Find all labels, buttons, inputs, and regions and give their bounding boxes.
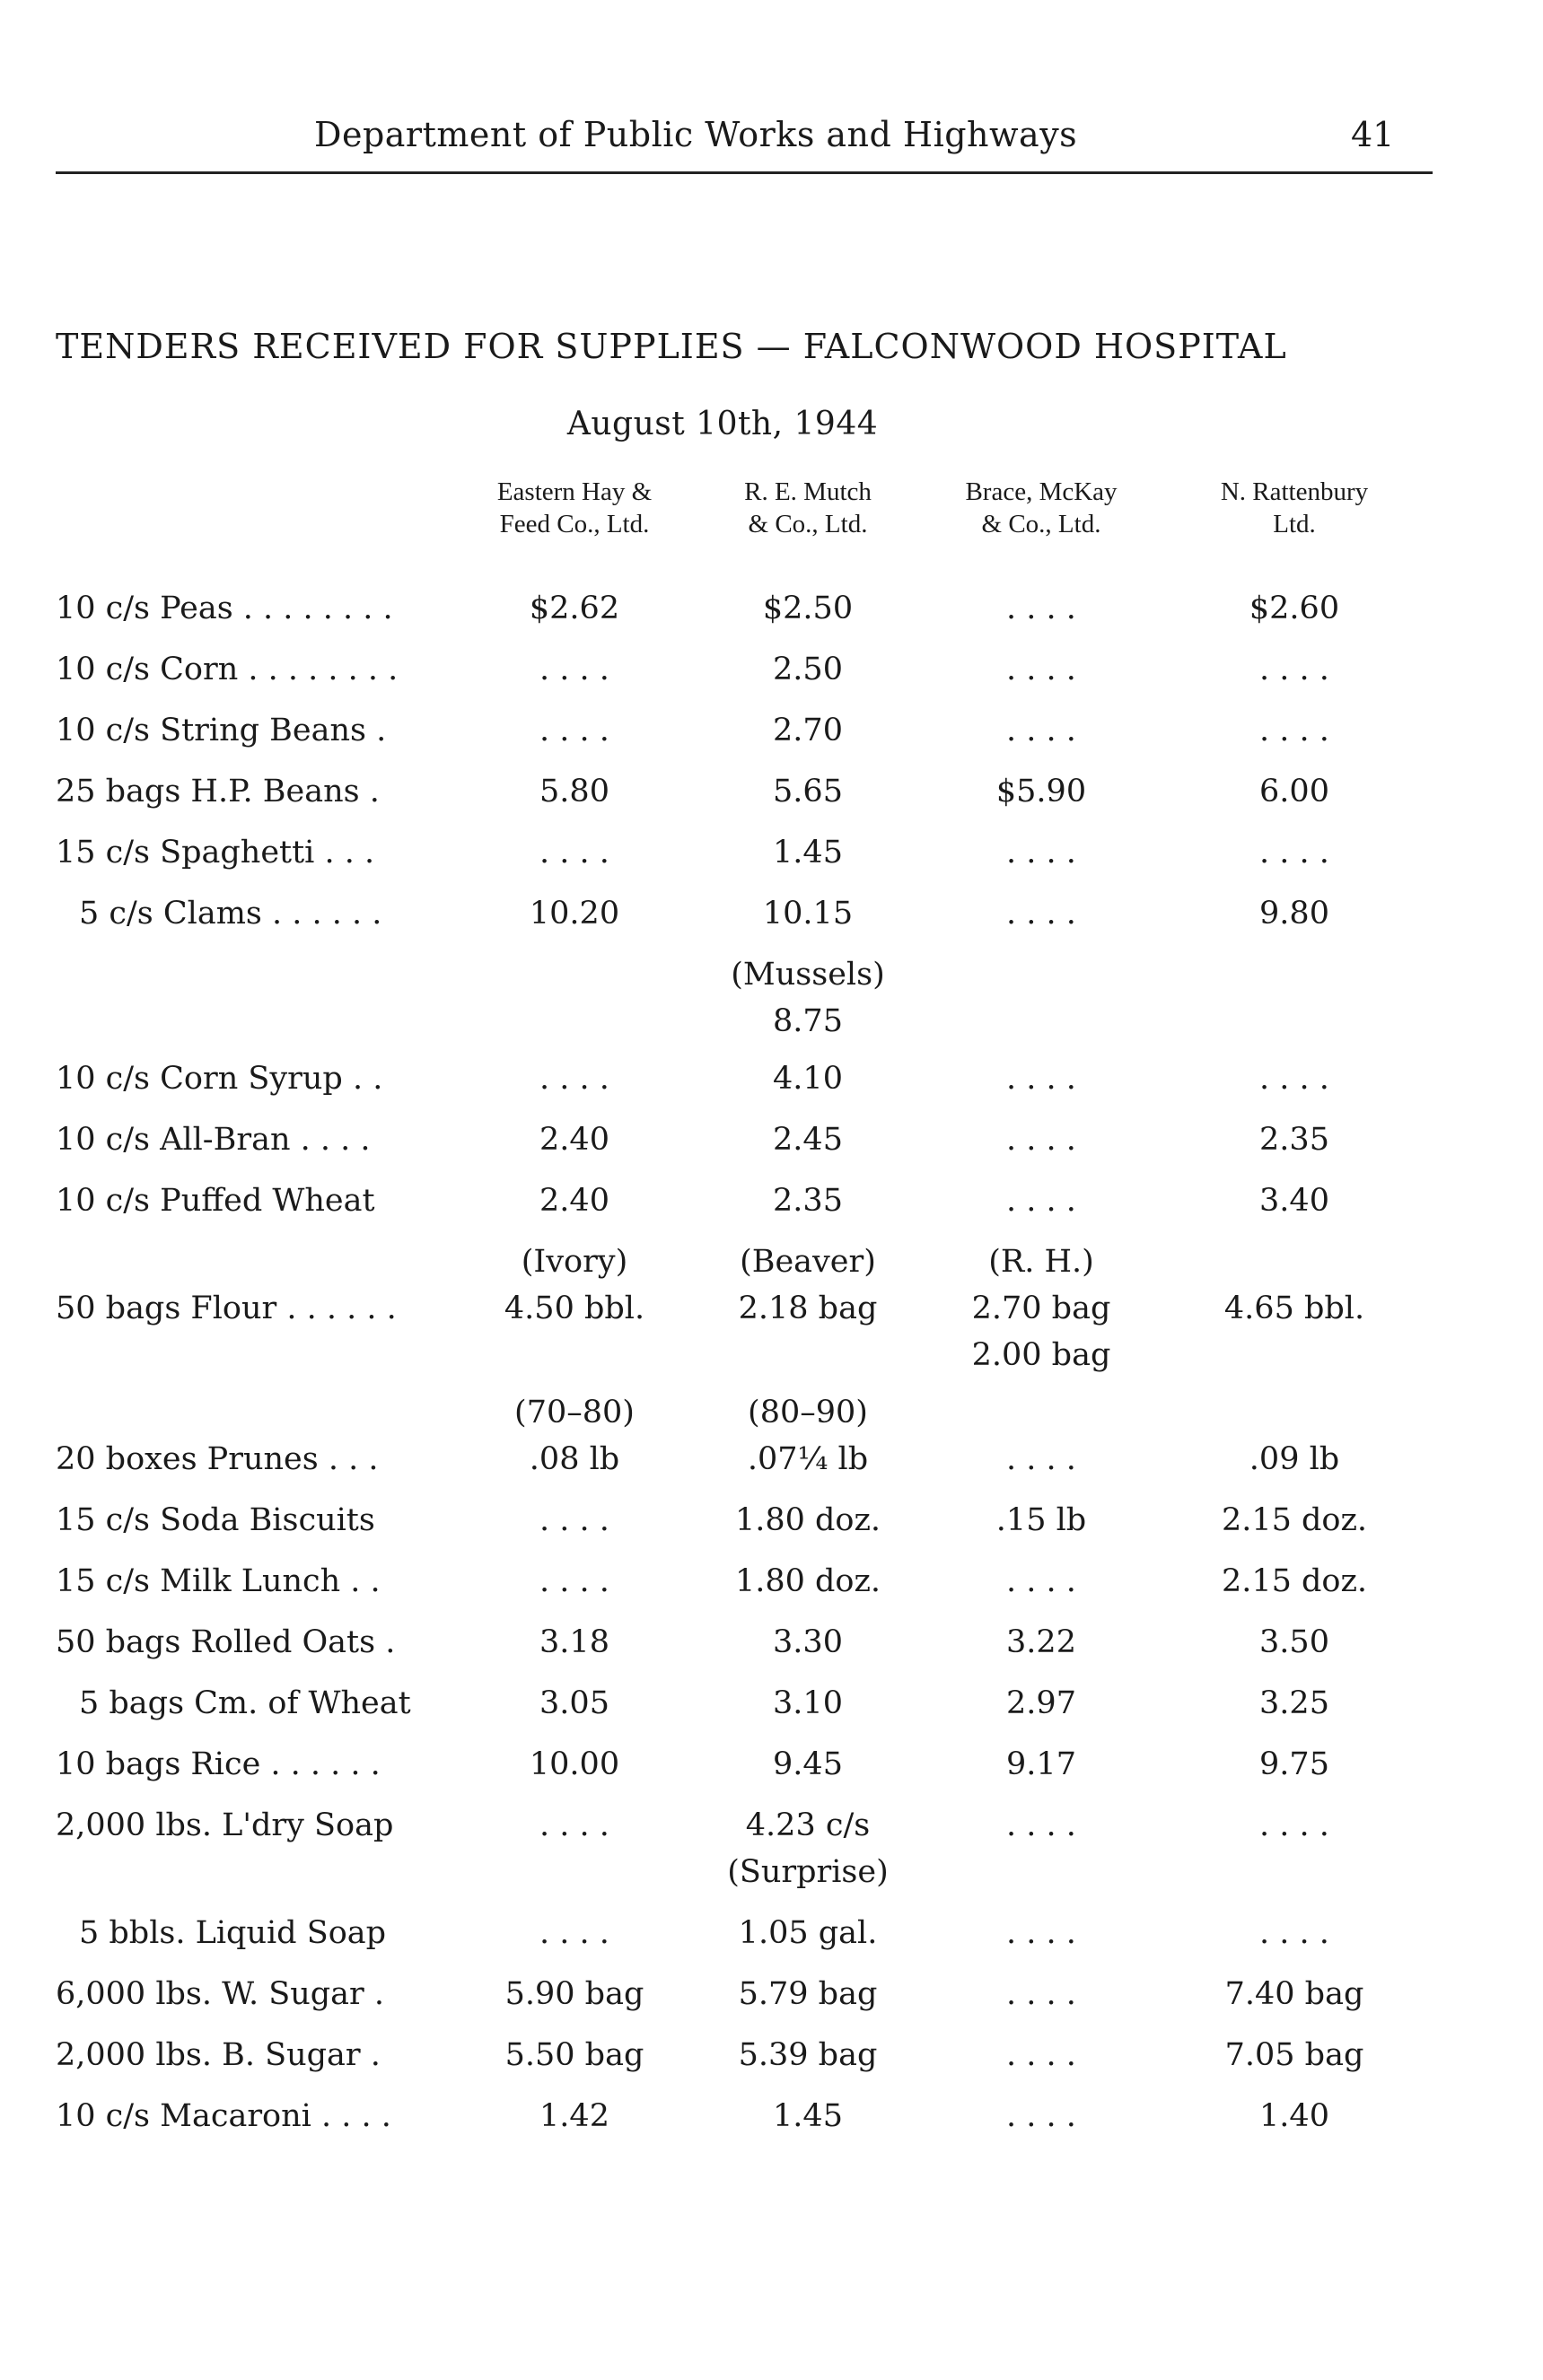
tender-price-c4: 3.50 <box>1259 1624 1329 1660</box>
tender-price-c1: 5.90 bag <box>504 1976 644 2012</box>
tender-price-c4: . . . . <box>1259 1807 1329 1843</box>
tender-price-c3: . . . . <box>1006 713 1076 748</box>
tender-price-c1: $2.62 <box>529 591 620 626</box>
tender-price-c3: . . . . <box>1006 1183 1076 1219</box>
item-description: 5 bags Cm. of Wheat <box>79 1685 411 1721</box>
tender-price-c1: 2.40 <box>539 1122 609 1158</box>
tender-price-c3: . . . . <box>1006 1122 1076 1158</box>
tender-price-c4: . . . . <box>1259 652 1329 687</box>
item-description: 10 c/s Puffed Wheat <box>56 1183 375 1219</box>
tender-price-c1: . . . . <box>539 835 609 871</box>
tender-price-c4: 7.05 bag <box>1224 2037 1364 2073</box>
tender-price-c2: 5.65 <box>773 774 843 809</box>
item-description: 2,000 lbs. B. Sugar . <box>56 2037 381 2073</box>
tender-price-c3 <box>898 1842 1185 1903</box>
item-description: 2,000 lbs. L'dry Soap <box>56 1807 394 1843</box>
item-description: 15 c/s Soda Biscuits <box>56 1502 375 1538</box>
tender-price-c2: (80–90) <box>748 1395 868 1431</box>
tender-price-c1: . . . . <box>539 1807 609 1843</box>
tender-price-c2: 2.50 <box>773 652 843 687</box>
tender-price-c1: 5.50 bag <box>504 2037 644 2073</box>
tender-price-c2: 10.15 <box>762 896 854 932</box>
page-number: 41 <box>1351 115 1395 154</box>
tender-price-c4: . . . . <box>1259 1061 1329 1097</box>
item-description: 10 bags Rice . . . . . . <box>56 1746 381 1782</box>
tender-price-c4 <box>1151 1325 1438 1386</box>
tender-price-c3: . . . . <box>1006 591 1076 626</box>
vendor-name-line: & Co., Ltd. <box>981 510 1101 538</box>
tender-price-c4: 9.80 <box>1259 896 1329 932</box>
item-description: 25 bags H.P. Beans . <box>56 774 380 809</box>
vendor-name-line: R. E. Mutch <box>744 477 872 506</box>
tender-price-c4: 1.40 <box>1259 2098 1329 2134</box>
tender-price-c4: 2.15 doz. <box>1221 1502 1368 1538</box>
tender-price-c2: $2.50 <box>762 591 854 626</box>
tender-price-c1: .08 lb <box>529 1441 620 1477</box>
item-description: 10 c/s Corn Syrup . . <box>56 1061 383 1097</box>
tender-price-c1: . . . . <box>539 652 609 687</box>
tender-price-c2: 3.30 <box>773 1624 843 1660</box>
tender-price-c1: 3.05 <box>539 1685 609 1721</box>
tender-price-c4: . . . . <box>1259 835 1329 871</box>
tender-price-c2: 1.80 doz. <box>734 1563 881 1599</box>
tender-price-c1: (Ivory) <box>521 1244 628 1280</box>
tender-price-c2: .07¼ lb <box>747 1441 869 1477</box>
vendor-name-line: N. Rattenbury <box>1220 477 1369 506</box>
item-description: 10 c/s All-Bran . . . . <box>56 1122 371 1158</box>
tender-price-c1: 10.00 <box>529 1746 620 1782</box>
tender-price-c1: 5.80 <box>539 774 609 809</box>
vendor-name-line: Feed Co., Ltd. <box>499 510 650 538</box>
tender-price-c2: 2.45 <box>773 1122 843 1158</box>
tender-price-c2: 2.35 <box>773 1183 843 1219</box>
tender-price-c2: 1.80 doz. <box>734 1502 881 1538</box>
tender-price-c2: 2.70 <box>773 713 843 748</box>
running-title: Department of Public Works and Highways <box>314 115 1078 154</box>
tender-price-c4: 2.15 doz. <box>1221 1563 1368 1599</box>
tender-price-c3: .15 lb <box>995 1502 1087 1538</box>
tender-price-c1: 3.18 <box>539 1624 609 1660</box>
tender-price-c2: 9.45 <box>773 1746 843 1782</box>
tender-price-c2: (Mussels) <box>731 957 885 993</box>
tender-price-c3: . . . . <box>1006 1915 1076 1951</box>
tender-price-c4: 3.40 <box>1259 1183 1329 1219</box>
tender-price-c4: .09 lb <box>1249 1441 1340 1477</box>
vendor-name-line: Brace, McKay <box>965 477 1118 506</box>
tender-price-c4: $2.60 <box>1249 591 1340 626</box>
item-description: 5 c/s Clams . . . . . . <box>79 896 382 932</box>
tender-price-c2: 4.23 c/s <box>745 1807 871 1843</box>
tender-price-c3: . . . . <box>1006 2098 1076 2134</box>
document-date: August 10th, 1944 <box>566 406 879 442</box>
tender-price-c2: 4.10 <box>773 1061 843 1097</box>
tender-price-c2: 5.79 bag <box>738 1976 878 2012</box>
item-description: 15 c/s Milk Lunch . . <box>56 1563 381 1599</box>
tender-price-c3: . . . . <box>1006 1807 1076 1843</box>
tender-price-c3: 9.17 <box>1006 1746 1076 1782</box>
tender-price-c3: . . . . <box>1006 1976 1076 2012</box>
tender-price-c3: $5.90 <box>995 774 1087 809</box>
tender-price-c3: 2.00 bag <box>971 1337 1111 1373</box>
tender-price-c1: 2.40 <box>539 1183 609 1219</box>
tender-price-c2: 3.10 <box>773 1685 843 1721</box>
tender-price-c4: 3.25 <box>1259 1685 1329 1721</box>
tender-price-c2: 1.45 <box>773 2098 843 2134</box>
tender-price-c3: . . . . <box>1006 652 1076 687</box>
tender-price-c4: . . . . <box>1259 1915 1329 1951</box>
tender-price-c1: . . . . <box>539 1502 609 1538</box>
running-head <box>0 115 1543 169</box>
vendor-header-row <box>0 476 1543 565</box>
tender-price-c1: 1.42 <box>539 2098 609 2134</box>
item-description: 10 c/s Peas . . . . . . . . <box>56 591 393 626</box>
tender-price-c2: 1.45 <box>773 835 843 871</box>
tender-price-c3: 3.22 <box>1006 1624 1076 1660</box>
tender-price-c2: 8.75 <box>773 1003 843 1039</box>
document-title: TENDERS RECEIVED FOR SUPPLIES — FALCONWOOD HOSPITAL <box>56 327 1287 366</box>
tender-price-c2: 1.05 gal. <box>738 1915 878 1951</box>
item-description: 10 c/s Macaroni . . . . <box>56 2098 391 2134</box>
item-description: 10 c/s Corn . . . . . . . . <box>56 652 399 687</box>
item-description: 50 bags Flour . . . . . . <box>56 1291 397 1326</box>
vendor-name-line: Eastern Hay & <box>496 477 653 506</box>
item-description: 50 bags Rolled Oats . <box>56 1624 396 1660</box>
tender-price-c4 <box>1151 991 1438 1052</box>
item-description: 20 boxes Prunes . . . <box>56 1441 379 1477</box>
item-description: 6,000 lbs. W. Sugar . <box>56 1976 385 2012</box>
item-description: 5 bbls. Liquid Soap <box>79 1915 387 1951</box>
vendor-name-line: & Co., Ltd. <box>748 510 868 538</box>
tender-price-c2: (Beaver) <box>740 1244 876 1280</box>
tender-price-c3: 2.70 bag <box>971 1291 1111 1326</box>
tender-price-c2: (Surprise) <box>727 1854 889 1890</box>
tender-price-c4: . . . . <box>1259 713 1329 748</box>
tender-price-c4 <box>1151 1842 1438 1903</box>
tender-price-c1: 4.50 bbl. <box>504 1291 645 1326</box>
tender-price-c3: . . . . <box>1006 1061 1076 1097</box>
tender-price-c3: . . . . <box>1006 835 1076 871</box>
tender-price-c3: . . . . <box>1006 1563 1076 1599</box>
tender-price-c2: 5.39 bag <box>738 2037 878 2073</box>
vendor-name-line: Ltd. <box>1273 510 1316 538</box>
tender-price-c3 <box>898 991 1185 1052</box>
tender-price-c3: (R. H.) <box>988 1244 1094 1280</box>
tender-price-c1: . . . . <box>539 1061 609 1097</box>
tender-price-c3: . . . . <box>1006 1441 1076 1477</box>
tender-price-c3: 2.97 <box>1006 1685 1076 1721</box>
item-description: 15 c/s Spaghetti . . . <box>56 835 375 871</box>
tender-price-c1: . . . . <box>539 713 609 748</box>
tender-price-c3: . . . . <box>1006 896 1076 932</box>
tender-price-c4: 9.75 <box>1259 1746 1329 1782</box>
tender-price-c1: 10.20 <box>529 896 620 932</box>
tender-price-c4: 6.00 <box>1259 774 1329 809</box>
tender-price-c4: 4.65 bbl. <box>1223 1291 1365 1326</box>
tender-price-c4: 2.35 <box>1259 1122 1329 1158</box>
vendor-n-rattenbury <box>1142 476 1447 540</box>
tender-price-c1: . . . . <box>539 1915 609 1951</box>
tender-price-c3: . . . . <box>1006 2037 1076 2073</box>
tender-price-c1: . . . . <box>539 1563 609 1599</box>
tender-price-c1: (70–80) <box>514 1395 635 1431</box>
tender-price-c4: 7.40 bag <box>1224 1976 1364 2012</box>
tender-price-c2: 2.18 bag <box>738 1291 878 1326</box>
item-description: 10 c/s String Beans . <box>56 713 387 748</box>
header-rule <box>56 171 1433 174</box>
